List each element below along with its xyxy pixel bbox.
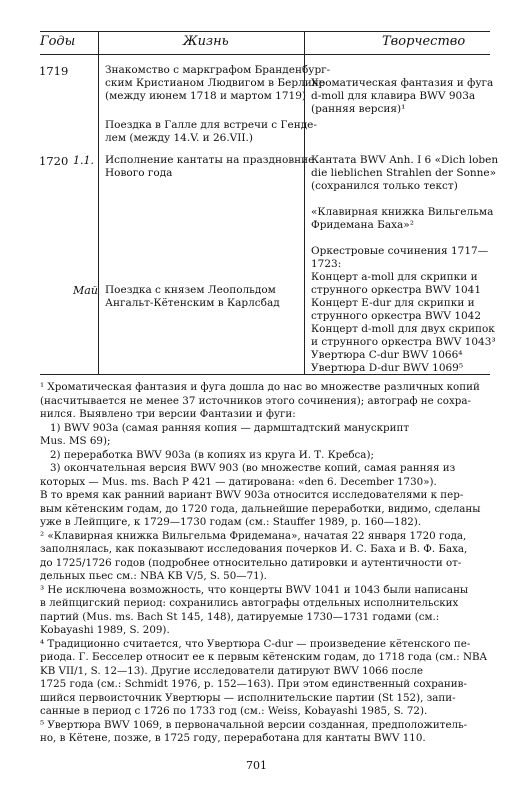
date-may: Май (73, 284, 98, 297)
footnote-line: 1) BWV 903a (самая ранняя копия — дармштадтский манускрипт (50, 421, 410, 434)
work-entry-cantata: Кантата BWV Anh. I 6 «Dich loben die lieblichen Strahlen der Sonne» (сохранился только текст) (311, 154, 499, 192)
footnote-line: ¹ Хроматическая фантазия и фуга дошла до нас во множестве различных копий (40, 381, 480, 393)
footnote-line: Mus. MS 69); (40, 435, 111, 447)
column-header-life: Жизнь (183, 34, 229, 49)
footnote-line: до 1725/1726 годов (подробнее относительно датировки и аутентичности от- (40, 556, 462, 569)
footnote-line: 1725 года (см.: Schmidt 1976, p. 152—163). При этом единственный сохранив- (40, 678, 467, 690)
column-header-works: Творчество (382, 34, 466, 49)
footnote-line: в лейпцигский период: сохранились автографы отдельных исполнительских (40, 597, 459, 609)
footnote-line: дельных пьес см.: NBA KB V/5, S. 50—71). (40, 570, 267, 582)
life-entry-brandenburg: Знакомство с маркграфом Бранденбург- ским Кристианом Людвигом в Берлине (между июнем 1718 и мартом 1719) (105, 64, 331, 102)
work-entry-clavier-book: «Клавирная книжка Вильгельма Фридемана Баха»² (311, 206, 494, 231)
footnote-line: ² «Клавирная книжка Вильгельма Фридемана», начатая 22 января 1720 года, (40, 529, 467, 542)
footnote-line: партий (Mus. ms. Bach St 145, 148), датируемые 1730—1731 годами (см.: (40, 610, 440, 623)
footnote-line: нился. Выявлено три версии Фантазии и фуги: (40, 408, 296, 420)
footnote-line: заполнялась, как показывают исследования почерков И. С. Баха и В. Ф. Баха, (40, 543, 468, 555)
header-top-rule (40, 31, 490, 32)
footnote-line: санные в период с 1726 по 1733 год (см.: Weiss, Kobayashi 1985, S. 72). (40, 705, 428, 717)
life-entry-new-year-cantata: Исполнение кантаты на праздновние Нового года (105, 154, 315, 179)
year-1719: 1719 (39, 64, 69, 78)
work-entry-orchestral: Оркестровые сочинения 1717— 1723: Концерт a-moll для скрипки и струнного оркестра BWV 1041 Концерт E-dur для скрипки и струнного оркестра BWV 1042 Концерт d-moll для двух скрипок и струнного оркестра BWV 1043³ Увертюра C-dur BWV 1066⁴ Увертюра D-dur BWV 1069⁵ (311, 245, 496, 374)
footnote-line: Kobayashi 1989, S. 209). (40, 624, 170, 636)
footnote-line: вым кётенским годам, до 1720 года, дальнейшие переработки, видимо, сделаны (40, 502, 481, 515)
footnote-line: уже в Лейпциге, к 1729—1730 годам (см.: Stauffer 1989, p. 160—182). (40, 516, 422, 528)
year-1720: 1720 (39, 154, 69, 168)
column-divider-1 (98, 31, 99, 374)
page-number: 701 (246, 759, 267, 772)
footnote-line: шийся первоисточник Увертюры — исполнительские партии (St 152), запи- (40, 691, 456, 704)
work-entry-chromatic-fantasy: Хроматическая фантазия и фуга d-moll для клавира BWV 903a (ранняя версия)¹ (311, 77, 494, 115)
footnote-line: KB VII/1, S. 12—13). Другие исследователи датируют BWV 1066 после (40, 664, 424, 677)
footnote-line: 2) переработка BWV 903a (в копиях из круга И. Т. Кребса); (50, 448, 374, 461)
footnote-line: ⁴ Традиционно считается, что Увертюра C-dur — произведение кётенского пе- (40, 637, 471, 650)
footnote-line: но, в Кётене, позже, в 1725 году, переработана для кантаты BWV 110. (40, 732, 426, 744)
footnote-line: В то время как ранний вариант BWV 903a относится исследователями к пер- (40, 489, 464, 501)
footnote-line: ³ Не исключена возможность, что концерты BWV 1041 и 1043 были написаны (40, 583, 469, 596)
footnotes (40, 381, 492, 746)
header-bottom-rule (40, 54, 490, 55)
life-entry-halle: Поездка в Галле для встречи с Генде- лем (между 14.V. и 26.VII.) (105, 119, 317, 144)
footnote-line: 3) окончательная версия BWV 903 (во множестве копий, самая ранняя из (50, 462, 456, 474)
column-header-years: Годы (40, 34, 76, 49)
footnote-line: ⁵ Увертюра BWV 1069, в первоначальной версии созданная, предположитель- (40, 718, 468, 731)
date-1-1: 1.1. (73, 154, 94, 167)
footnote-line: риода. Г. Бесселер относит ее к первым кётенским годам, до 1718 года (см.: NBA (40, 651, 487, 663)
life-entry-karlsbad: Поездка с князем Леопольдом Ангальт-Кётенским в Карлсбад (105, 284, 280, 309)
footnote-line: (насчитывается не менее 37 источников этого сочинения); автограф не сохра- (40, 394, 472, 407)
footnote-line: которых — Mus. ms. Bach P 421 — датирована: «den 6. December 1730»). (40, 475, 437, 488)
